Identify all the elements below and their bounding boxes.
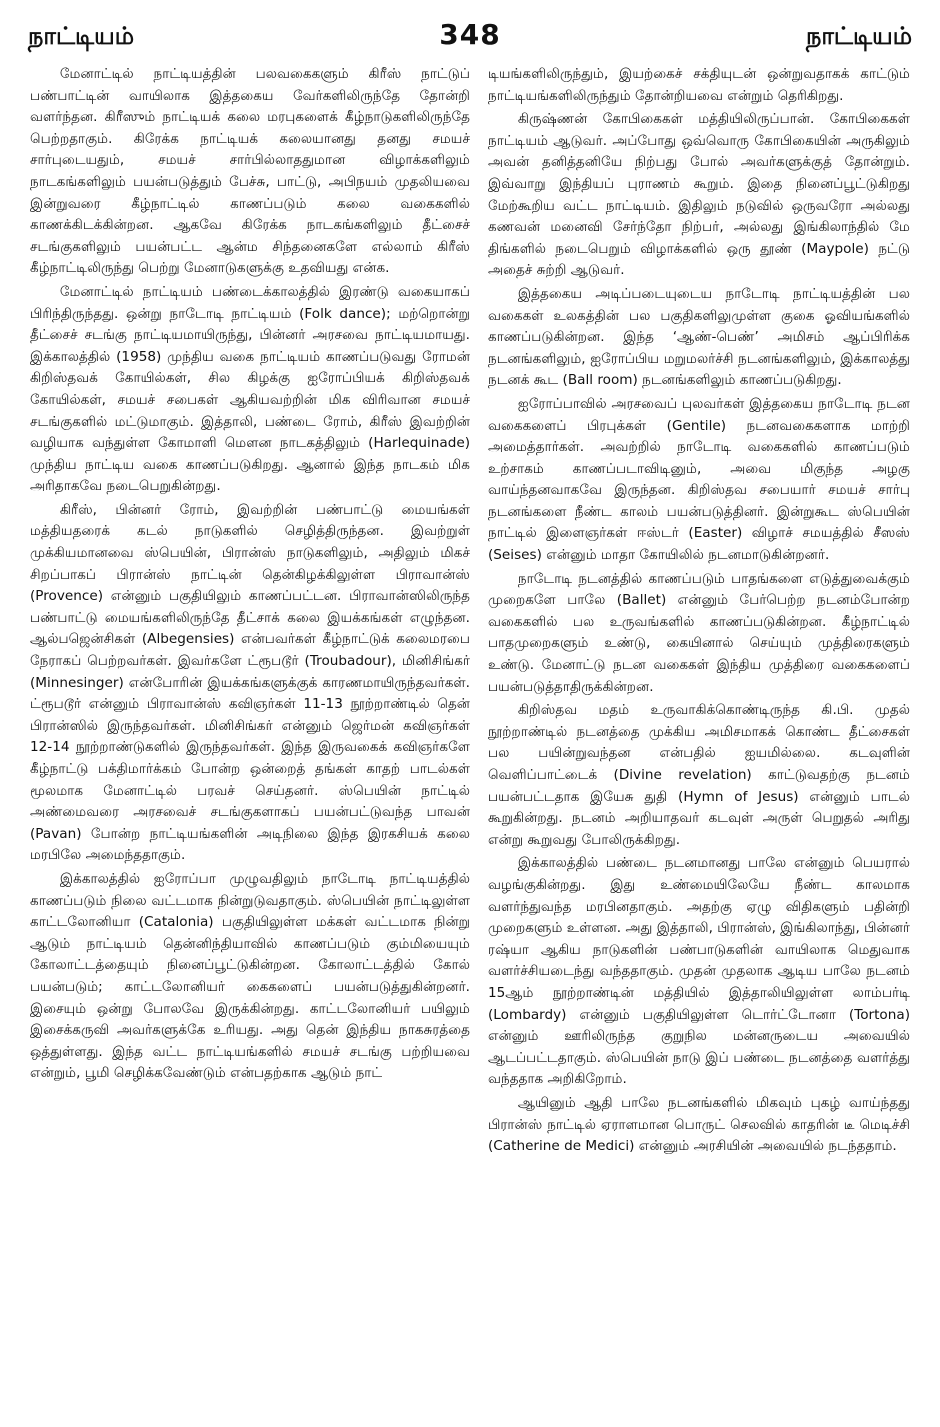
paragraph: கிருஷ்ணன் கோபிகைகள் மத்தியிலிருப்பான். கோபிகைகள் நாட்டியம் ஆடுவர். அப்போது ஒவ்வொரு கோபிகையின் அருகிலும் அவன் தனித்தனியே நிற்பது போல் அவர்களுக்குத் தோன்றும். இவ்வாறு இந்தியப் புராணம் கூறும். இதை நினைப்பூட்டுகிறது மேற்கூறிய வட்ட நாட்டியம். இதிலும் நடுவில் ஒருவரோ அல்லது கணவன் மனைவி சேர்ந்தோ நிற்பர், அல்லது இங்கிலாந்தில் மே திங்களில் நடைபெறும் விழாக்களில் ஒரு தூண் (Maypole) நட்டு அதைச் சுற்றி ஆடுவர். [488, 111, 910, 279]
paragraph: கிறிஸ்தவ மதம் உருவாகிக்கொண்டிருந்த கி.பி. முதல் நூற்றாண்டில் நடனத்தை முக்கிய அமிசமாகக் கொண்ட தீட்சைகள் பல பயின்றுவந்தன என்பதில் ஐயமில்லை. கடவுளின் வெளிப்பாட்டைக் (Divine revelation) காட்டுவதற்கு நடனம் பயன்பட்டதாக இயேசு துதி (Hymn of Jesus) என்னும் பாடல் கூறுகின்றது. நடனம் அறியாதவர் கடவுள் அருள் பெறுதல் அரிது என்று கூறுவது போலிருக்கிறது. [488, 702, 910, 848]
page-number: 348 [439, 18, 501, 51]
paragraph-continued: டியங்களிலிருந்தும், இயற்கைச் சக்தியுடன் ஒன்றுவதாகக் காட்டும் நாட்டியங்களிலிருந்தும் தோன்றியவை என்றும் தெரிகிறது. [488, 66, 910, 104]
paragraph: இக்காலத்தில் பண்டை நடனமானது பாலே என்னும் பெயரால் வழங்குகின்றது. இது உண்மையிலேயே நீண்ட காலமாக வளர்ந்துவந்த மரபினதாகும். அதற்கு ஏழு விதிகளும் பதின்றி முறைகளும் உள்ளன. அது இத்தாலி, பிரான்ஸ், இங்கிலாந்து, பின்னர் ரஷ்யா ஆகிய நாடுகளின் பண்பாடுகளின் வாயிலாக மெதுவாக வளர்ச்சியடைந்து வந்ததாகும். முதன் முதலாக ஆடிய பாலே நடனம் 15ஆம் நூற்றாண்டின் மத்தியில் இத்தாலியிலுள்ள லாம்பர்டி (Lombardy) என்னும் பகுதியிலுள்ள டொர்ட்டோனா (Tortona) என்னும் ஊரிலிருந்த குறுநில மன்னருடைய அவையில் ஆடப்பட்டதாகும். ஸ்பெயின் நாடு இப் பண்டை நடனத்தை வளர்த்து வந்ததாக அறிகிறோம். [488, 855, 910, 1088]
right-column [488, 64, 910, 1401]
running-title-left: நாட்டியம் [28, 22, 135, 50]
paragraph: இத்தகைய அடிப்படையுடைய நாடோடி நாட்டியத்தின் பல வகைகள் உலகத்தின் பல பகுதிகளிலுமுள்ள குகை ஓவியங்களில் காணப்படுகின்றன. இந்த ‘ஆண்-பெண்’ அமிசம் ஆப்பிரிக்க நடனங்களிலும், ஐரோப்பிய மறுமலர்ச்சி நடனங்களிலும், இக்காலத்து நடனக் கூட (Ball room) நடனங்களிலும் காணப்படுகிறது. [488, 285, 910, 389]
paragraph: மேனாட்டில் நாட்டியம் பண்டைக்காலத்தில் இரண்டு வகையாகப் பிரிந்திருந்தது. ஒன்று நாடோடி நாட்டியம் (Folk dance); மற்றொன்று தீட்சைச் சடங்கு நாட்டியமாயிருந்து, பின்னர் அரசவை நாட்டியமாயது. இக்காலத்தில் (1958) முந்திய வகை நாட்டியம் காணப்படுவது ரோமன் கிறிஸ்தவக் கோயில்கள், சில கிழக்கு ஐரோப்பியக் கிறிஸ்தவக் கோயில்கள், சமயச் சபைகள் ஆகியவற்றின் மிக விரிவான சமயச் சடங்குகளில் மட்டுமாகும். இத்தாலி, பண்டை ரோம், கிரீஸ் இவற்றின் வழியாக வந்துள்ள கோமாளி மௌன நாடகத்திலும் (Harlequinade) முந்திய நாட்டிய வகை காணப்படுகிறது. ஆனால் இந்த நாடகம் மிக அரிதாகவே நடைபெறுகின்றது. [30, 283, 470, 495]
paragraph: இக்காலத்தில் ஐரோப்பா முழுவதிலும் நாடோடி நாட்டியத்தில் காணப்படும் நிலை வட்டமாக நின்றுடுவதாகும். ஸ்பெயின் நாட்டிலுள்ள காட்டலோனியா (Catalonia) பகுதியிலுள்ள மக்கள் வட்டமாக நின்று ஆடும் நாட்டியம் தென்னிந்தியாவில் காணப்படும் கும்மியையும் கோலாட்டத்தையும் நினைப்பூட்டுகின்றன. கோலாட்டத்தில் கோல் பயன்படும்; காட்டலோனியர் கைகளைப் பயன்படுத்துகின்றனர். இசையும் ஒன்று போலவே இருக்கின்றது. காட்டலோனியர் பயிலும் இசைக்கருவி அவர்களுக்கே உரியது. அது தென் இந்திய நாகசுரத்தை ஒத்துள்ளது. இந்த வட்ட நாட்டியங்களில் சமயச் சடங்கு பற்றியவை என்றும், பூமி செழிக்கவேண்டும் என்பதற்காக ஆடும் நாட் [30, 870, 470, 1082]
paragraph: ஐரோப்பாவில் அரசவைப் புலவர்கள் இத்தகைய நாடோடி நடன வகைகளைப் பிரபுக்கள் (Gentile) நடனவகைகளாக மாற்றி அமைத்தார்கள். அவற்றில் நாடோடி வகைகளில் காணப்படும் உற்சாகம் காணப்படாவிடினும், அவை மிகுந்த அழகு வாய்ந்தனவாகவே இருந்தன. கிறிஸ்தவ சபையார் சமயச் சார்பு நடனங்களை நீண்ட காலம் பயன்படுத்தினர். இன்றுகூட ஸ்பெயின் நாட்டில் இளைஞர்கள் ஈஸ்டர் (Easter) விழாச் சமயத்தில் சீஸஸ் (Seises) என்னும் மாதா கோயிலில் நடனமாடுகின்றனர். [488, 395, 910, 564]
paragraph: கிரீஸ், பின்னர் ரோம், இவற்றின் பண்பாட்டு மையங்கள் மத்தியதரைக் கடல் நாடுகளில் செழித்திருந்தன. இவற்றுள் முக்கியமானவை ஸ்பெயின், பிரான்ஸ் நாடுகளிலும், அதிலும் மிகச் சிறப்பாகப் பிரான்ஸ் நாட்டின் தென்கிழக்கிலுள்ள பிராவான்ஸ் (Provence) என்னும் பகுதியிலும் காணப்பட்டன. பிராவான்ஸிலிருந்த பண்பாட்டு மையங்களிலிருந்தே தீட்சாக் கலை இயக்கங்கள் எழுந்தன. ஆல்பஜென்சிகள் (Albegensies) என்பவர்கள் கீழ்நாட்டுக் கலைமரபை நேராகப் பெற்றவர்கள். இவர்களே ட்ரூபடூர் (Troubadour), மினிசிங்கர் (Minnesinger) என்போரின் இயக்கங்களுக்குக் காரணமாயிருந்தவர்கள். ட்ரூபடூர் என்னும் பிராவான்ஸ் கவிஞர்கள் 11-13 நூற்றாண்டில் தென் பிரான்ஸில் இருந்தவர்கள். மினிசிங்கர் என்னும் ஜெர்மன் கவிஞர்கள் 12-14 நூற்றாண்டுகளில் இருந்தவர்கள். இந்த இருவகைக் கவிஞர்களே கீழ்நாட்டு பக்திமார்க்கம் போன்ற ஒன்றைத் தங்கள் காதற் பாடல்கள் மூலமாக மேனாட்டில் பரவச் செய்தனர். ஸ்பெயின் நாட்டில் அண்மைவரை அரசவைச் சடங்குகளாகப் பயன்பட்டுவந்த பாவன் (Pavan) போன்ற நாட்டியங்களின் அடிநிலை இந்த இரகசியக் கலை மரபிலே அமைந்ததாகும். [30, 501, 470, 864]
left-column [30, 64, 470, 1401]
paragraph: நாடோடி நடனத்தில் காணப்படும் பாதங்களை எடுத்துவைக்கும் முறைகளே பாலே (Ballet) என்னும் பேர்பெற்ற நடனம்போன்ற வகைகளில் பல உருவங்களில் காணப்படுகின்றன. கீழ்நாட்டில் பாதமுறைகளும் உண்டு, கையினால் செய்யும் முத்திரைகளும் உண்டு. மேனாட்டு நடன வகைகள் இந்திய முத்திரை வகைகளைப் பயன்படுத்தாதிருக்கின்றன. [488, 570, 910, 695]
paragraph: மேனாட்டில் நாட்டியத்தின் பலவகைகளும் கிரீஸ் நாட்டுப் பண்பாட்டின் வாயிலாக இத்தகைய வேர்களிலிருந்தே தோன்றி வளர்ந்தன. கிரீஸும் நாட்டியக் கலை மரபுகளைக் கீழ்நாடுகளிலிருந்தே பெற்றதாகும். கிரேக்க நாட்டியக் கலையானது தனது சமயச் சார்புடையதும், சமயச் சார்பில்லாததுமான விழாக்களிலும் நாடகங்களிலும் பயன்படுத்தும் பேச்சு, பாட்டு, அபிநயம் முதலியவை இன்றுவரை கீழ்நாட்டில் காணப்படும் கலை வகைகளில் காணக்கிடக்கின்றன. ஆகவே கிரேக்க நாடகங்களிலும் தீட்சைச் சடங்குகளிலும் பயன்பட்ட ஆன்ம சிந்தனைகளே எல்லாம் கிரீஸ் கீழ்நாட்டிலிருந்து பெற்று மேனாடுகளுக்கு உதவியது என்க. [30, 66, 470, 277]
page-header [28, 18, 912, 62]
running-title-right: நாட்டியம் [805, 22, 912, 50]
paragraph: ஆயினும் ஆதி பாலே நடனங்களில் மிகவும் புகழ் வாய்ந்தது பிரான்ஸ் நாட்டில் ஏராளமான பொருட் செலவில் காதரின் டீ மெடிச்சி (Catherine de Medici) என்னும் அரசியின் அவையில் நடந்ததாம். [488, 1094, 910, 1155]
